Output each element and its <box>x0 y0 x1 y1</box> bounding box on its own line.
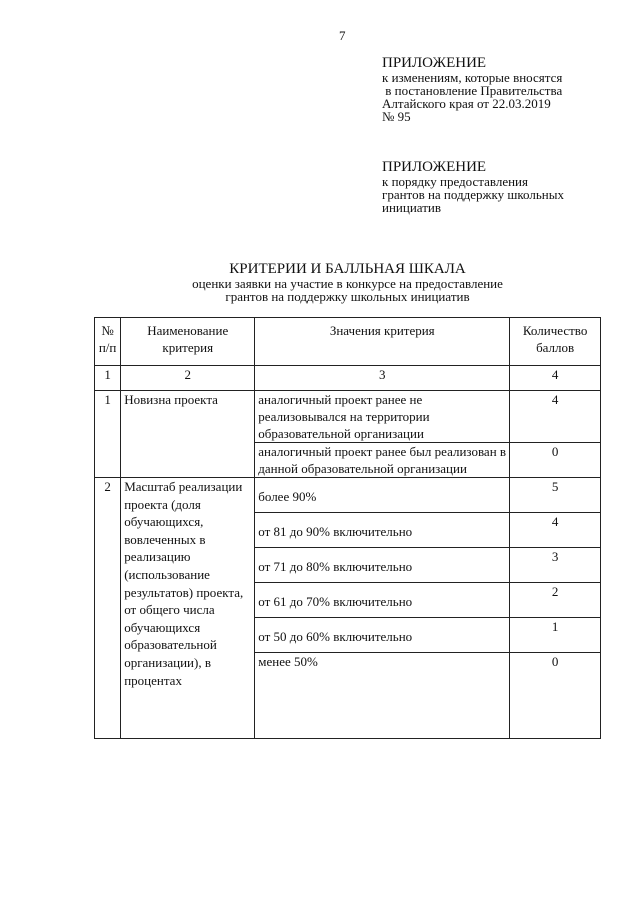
page-number: 7 <box>339 28 346 43</box>
criterion-value: более 90% <box>255 478 510 513</box>
criterion-value: от 71 до 80% включительно <box>255 548 510 583</box>
criterion-number: 1 <box>95 391 121 478</box>
criterion-points: 4 <box>510 391 601 443</box>
criterion-value: аналогичный проект ранее был реализован в данной образовательной организации <box>255 443 510 478</box>
criterion-points: 0 <box>510 653 601 739</box>
appendix-line: к изменениям, которые вносятся <box>382 70 563 85</box>
criterion-name: Масштаб реализации проекта (доля обучающихся, вовлеченных в реализацию (использование результатов) проекта, от общего числа обучающихся образовательной организации), в процентах <box>121 478 255 739</box>
appendix-line: № 95 <box>382 109 411 124</box>
criterion-value: от 81 до 90% включительно <box>255 513 510 548</box>
criterion-points: 4 <box>510 513 601 548</box>
column-index: 3 <box>255 366 510 391</box>
criterion-name: Новизна проекта <box>121 391 255 478</box>
appendix-heading: ПРИЛОЖЕНИЕ <box>382 55 487 71</box>
header-criterion-values: Значения критерия <box>255 318 510 366</box>
criterion-value: от 50 до 60% включительно <box>255 618 510 653</box>
criterion-points: 5 <box>510 478 601 513</box>
appendix-line: в постановление Правительства <box>382 83 563 98</box>
appendix-block-procedure <box>382 160 564 214</box>
appendix-line: инициатив <box>382 200 441 215</box>
appendix-heading: ПРИЛОЖЕНИЕ <box>382 159 487 175</box>
column-index-row <box>95 366 601 391</box>
appendix-block-amendments <box>382 56 562 123</box>
table-row <box>95 478 601 513</box>
title-main: КРИТЕРИИ И БАЛЛЬНАЯ ШКАЛА <box>229 261 466 277</box>
column-index: 4 <box>510 366 601 391</box>
title-subtitle-line: грантов на поддержку школьных инициатив <box>225 289 470 304</box>
table-header-row <box>95 318 601 366</box>
header-points: Количество баллов <box>510 318 601 366</box>
criterion-number: 2 <box>95 478 121 739</box>
appendix-line: Алтайского края от 22.03.2019 <box>382 96 551 111</box>
criterion-points: 1 <box>510 618 601 653</box>
column-index: 2 <box>121 366 255 391</box>
appendix-line: к порядку предоставления <box>382 174 528 189</box>
title-subtitle-line: оценки заявки на участие в конкурсе на предоставление <box>192 276 503 291</box>
header-criterion-name: Наименование критерия <box>121 318 255 366</box>
criterion-points: 3 <box>510 548 601 583</box>
criterion-value: от 61 до 70% включительно <box>255 583 510 618</box>
appendix-line: грантов на поддержку школьных <box>382 187 564 202</box>
criterion-points: 2 <box>510 583 601 618</box>
criterion-points: 0 <box>510 443 601 478</box>
document-title <box>95 261 600 303</box>
criteria-table <box>94 317 601 739</box>
table-row <box>95 391 601 443</box>
column-index: 1 <box>95 366 121 391</box>
criterion-value: аналогичный проект ранее не реализовывался на территории образовательной организации <box>255 391 510 443</box>
criterion-value: менее 50% <box>255 653 510 739</box>
header-num: № п/п <box>95 318 121 366</box>
